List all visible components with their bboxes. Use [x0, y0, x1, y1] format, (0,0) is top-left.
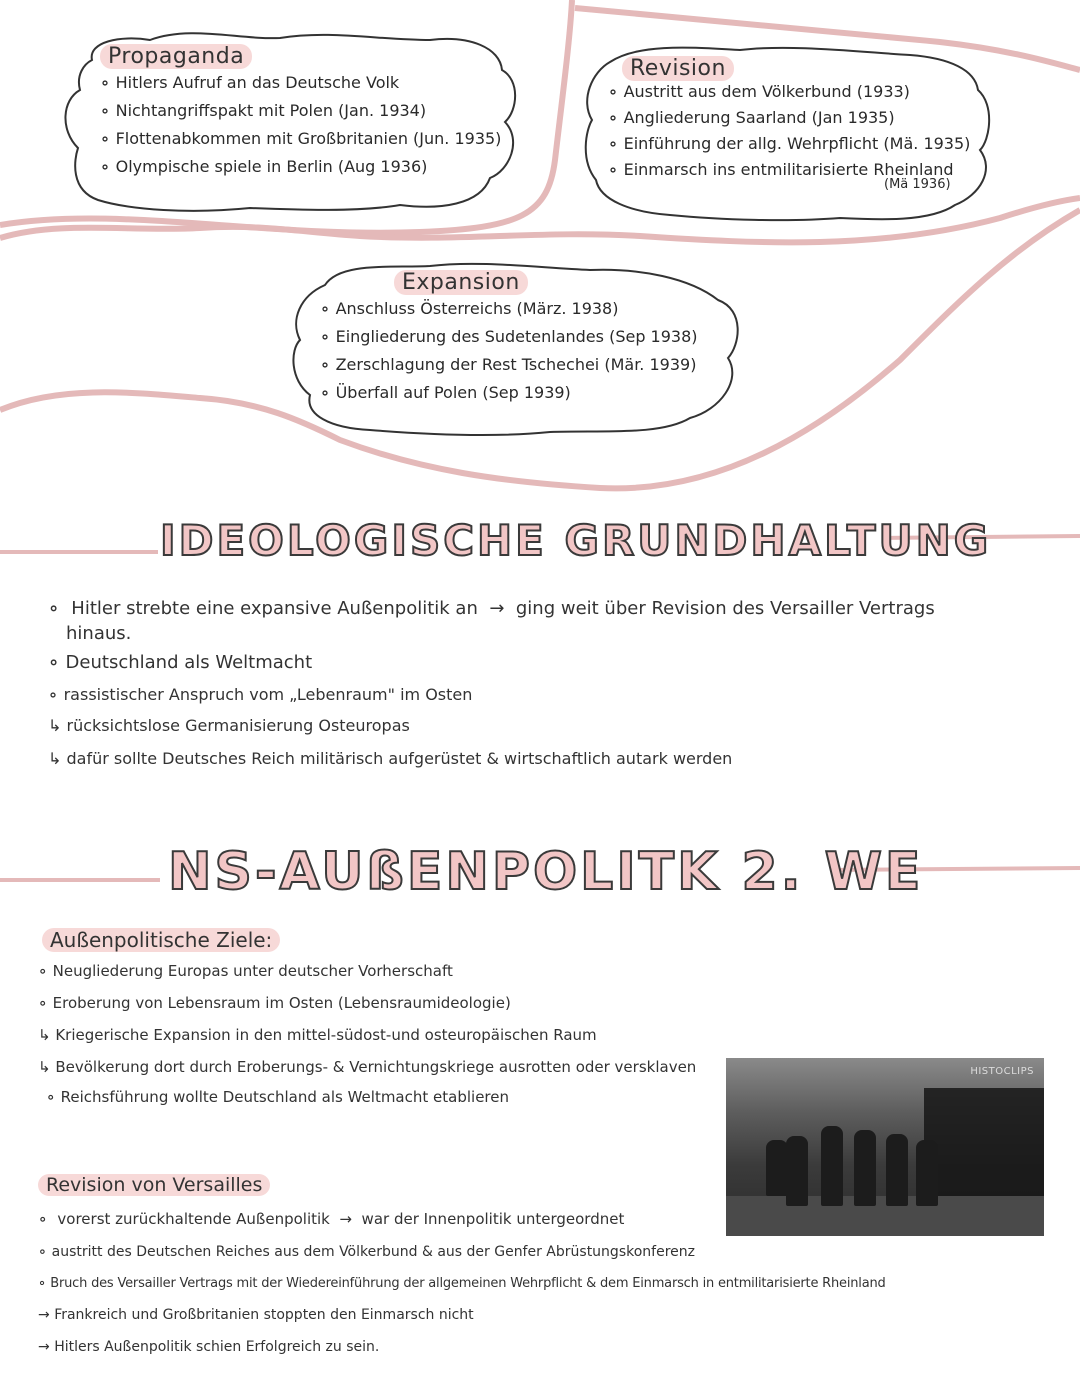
list-item: ∘ Überfall auf Polen (Sep 1939)	[320, 379, 698, 407]
list-item: ∘ Eingliederung des Sudetenlandes (Sep 1938)	[320, 323, 698, 351]
list-item: ∘ Nichtangriffspakt mit Polen (Jan. 1934)	[100, 97, 501, 125]
revision-list	[608, 79, 970, 183]
ideology-line: ↳ dafür sollte Deutsches Reich militärisch aufgerüstet & wirtschaftlich autark werden	[48, 749, 1058, 768]
propaganda-title: Propaganda	[100, 44, 252, 69]
list-item: ↳ Kriegerische Expansion in den mittel-südost-und osteuropäischen Raum	[38, 1026, 696, 1044]
list-item: ∘ vorerst zurückhaltende Außenpolitik → war der Innenpolitik untergeordnet	[38, 1210, 886, 1228]
list-item: ↳ Bevölkerung dort durch Eroberungs- & Vernichtungskriege ausrotten oder versklaven	[38, 1058, 696, 1076]
ns-title: NS-AUßENPOLITK 2. WE	[168, 842, 924, 902]
ideology-line: ∘ rassistischer Anspruch vom „Lebenraum" im Osten	[48, 685, 1058, 704]
crowd-shape	[924, 1088, 1044, 1208]
list-item: ∘ Angliederung Saarland (Jan 1935)	[608, 105, 970, 131]
revision-cloud	[608, 56, 970, 192]
soldier-shape	[886, 1134, 908, 1206]
propaganda-list	[100, 69, 501, 181]
goals-heading: Außenpolitische Ziele:	[42, 928, 280, 952]
ideology-line: hinaus.	[66, 623, 132, 644]
arrow-icon: →	[334, 1210, 357, 1228]
expansion-cloud	[320, 270, 698, 407]
arrow-icon: →	[483, 598, 511, 619]
ideology-line: ↳ rücksichtslose Germanisierung Osteuropas	[48, 716, 1058, 735]
list-item: ∘ Einführung der allg. Wehrpflicht (Mä. 1935)	[608, 131, 970, 157]
revision-last-date: (Mä 1936)	[884, 177, 951, 192]
ideology-title: IDEOLOGISCHE GRUNDHALTUNG	[160, 516, 992, 565]
expansion-list	[320, 295, 698, 407]
list-item: ∘ austritt des Deutschen Reiches aus dem Völkerbund & aus der Genfer Abrüstungskonferenz	[38, 1244, 886, 1260]
goals-section	[38, 928, 696, 1106]
list-item: → Hitlers Außenpolitik schien Erfolgreich zu sein.	[38, 1339, 886, 1355]
revision-title: Revision	[622, 56, 734, 81]
list-item: ∘ Einmarsch ins entmilitarisierte Rheinland	[608, 157, 970, 183]
ideology-line: ∘ Hitler strebte eine expansive Außenpolitik an → ging weit über Revision des Versailler Vertrags	[48, 598, 1058, 619]
list-item: ∘ Anschluss Österreichs (März. 1938)	[320, 295, 698, 323]
list-item: ∘ Bruch des Versailler Vertrags mit der Wiedereinführung der allgemeinen Wehrpflicht & dem Einmarsch in entmilitarisierte Rheinland	[38, 1276, 886, 1291]
ideology-section	[48, 598, 1058, 768]
list-item: ∘ Eroberung von Lebensraum im Osten (Lebensraumideologie)	[38, 994, 696, 1012]
propaganda-cloud	[100, 44, 501, 181]
list-item: ∘ Hitlers Aufruf an das Deutsche Volk	[100, 69, 501, 97]
list-item: ∘ Olympische spiele in Berlin (Aug 1936)	[100, 153, 501, 181]
soldier-shape	[916, 1140, 938, 1206]
list-item: ∘ Flottenabkommen mit Großbritanien (Jun. 1935)	[100, 125, 501, 153]
list-item: → Frankreich und Großbritanien stoppten den Einmarsch nicht	[38, 1307, 886, 1323]
revision-heading: Revision von Versailles	[38, 1174, 270, 1196]
revision-section	[38, 1174, 886, 1355]
photo-watermark: HISTOCLIPS	[970, 1066, 1034, 1077]
ideology-line: ∘ Deutschland als Weltmacht	[48, 652, 1058, 673]
list-item: ∘ Austritt aus dem Völkerbund (1933)	[608, 79, 970, 105]
list-item: ∘ Zerschlagung der Rest Tschechei (Mär. 1939)	[320, 351, 698, 379]
list-item: ∘ Neugliederung Europas unter deutscher Vorherschaft	[38, 962, 696, 980]
list-item: ∘ Reichsführung wollte Deutschland als Weltmacht etablieren	[46, 1088, 696, 1106]
expansion-title: Expansion	[394, 270, 528, 295]
